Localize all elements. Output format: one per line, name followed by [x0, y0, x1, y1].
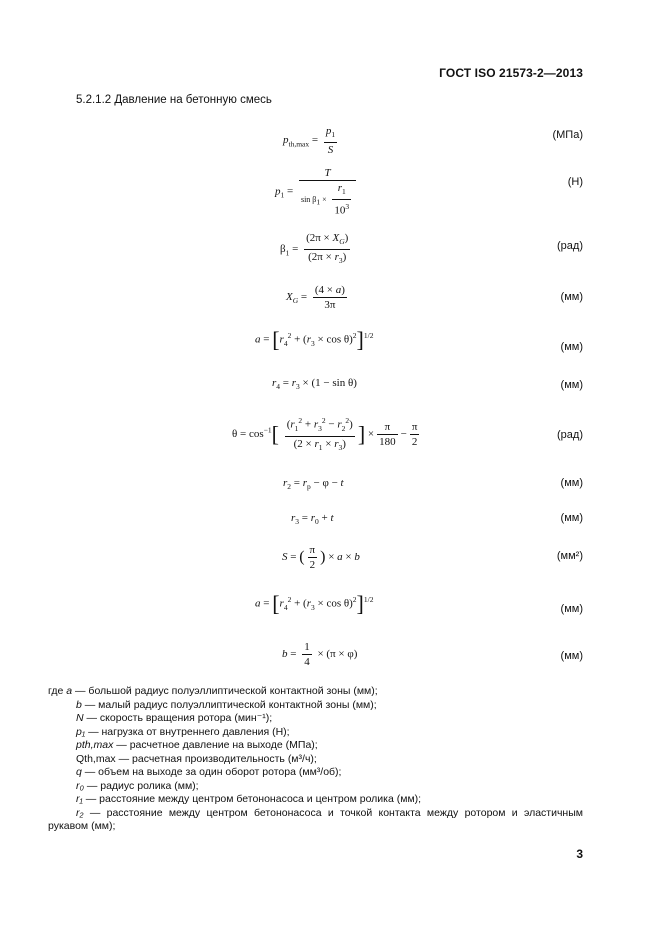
definition-row: pth,max — расчетное давление на выходе (МПа);: [76, 739, 318, 751]
unit-label: (рад): [557, 240, 583, 252]
equation-r2: $r_2 = r_p - \varphi - t$: [283, 477, 344, 492]
equation-xg: $X_G$ = $\frac{(4 \times a)}{3\pi}$: [286, 284, 345, 311]
variable-definitions: [48, 685, 583, 834]
equation-beta1: $\beta_1$ = $\frac{(2\pi \times X_G)}{(2\pi \times r_3)}$: [280, 232, 349, 266]
definition-row: r₀ — радиус ролика (мм);: [76, 779, 199, 792]
equation-s: S = ( $\frac{\pi}{2}$ ) × a × b: [282, 544, 360, 571]
equation-a: $a = [r_4^2 + (r_3 \times \cos \theta)^2]^{1/2}$: [255, 327, 374, 353]
definition-row: p₁ — нагрузка от внутреннего давления (Н);: [76, 725, 290, 738]
definition-row: N — скорость вращения ротора (мин⁻¹);: [76, 712, 273, 724]
unit-label: (мм): [560, 341, 583, 353]
equation-b: b = $\frac{1}{4}$ × (π × φ): [282, 641, 358, 668]
unit-label: (мм): [560, 379, 583, 391]
unit-label: (мм): [560, 650, 583, 662]
equation-r4: $r_4 = r_3 \times (1 - \sin \theta)$: [272, 377, 357, 392]
definition-row: q — объем на выходе за один оборот ротора (мм³/об);: [76, 766, 342, 778]
equation-a-repeat: $a = [r_4^2 + (r_3 \times \cos \theta)^2]^{1/2}$: [255, 591, 374, 617]
definition-row: b — малый радиус полуэллиптической контактной зоны (мм);: [76, 698, 377, 711]
definition-row: r₁ — расстояние между центром бетононасоса и центром ролика (мм);: [76, 793, 422, 805]
equation-p1: $p_1$ = T $\sin \beta_1$ × $\frac{r_1}{10^3}$: [275, 166, 359, 218]
unit-label: (мм): [560, 477, 583, 489]
definition-row: Qth,max — расчетная производительность (м³/ч);: [76, 752, 317, 765]
equation-r3: $r_3 = r_0 + t$: [291, 512, 334, 527]
definition-row: r₂ — расстояние между центром бетононасоса и точкой контакта между ротором и эластичным: [76, 806, 583, 819]
unit-label: (мм²): [556, 550, 583, 562]
equation-pth-max: $p_{th,max}$ = $\frac{p_1}{S}$: [283, 125, 336, 157]
unit-label: (рад): [557, 429, 583, 441]
equation-theta: $\theta = \cos^{-1}$[ $\frac{(r_1^2 + r_3^2 - r_2^2)}{(2 \times r_1 \times r_3)}$ ] × $\frac{\pi}{180}$ − $\frac{\pi}{2}$: [232, 416, 418, 453]
document-header: ГОСТ ISO 21573-2—2013: [439, 66, 583, 80]
unit-label: (мм): [560, 512, 583, 524]
unit-label: (МПа): [552, 129, 583, 141]
section-heading: 5.2.1.2 Давление на бетонную смесь: [76, 94, 272, 106]
unit-label: (мм): [560, 291, 583, 303]
unit-label: (Н): [567, 176, 583, 188]
unit-label: (мм): [560, 603, 583, 615]
definition-row: где a — большой радиус полуэллиптической контактной зоны (мм);: [48, 685, 378, 697]
definition-continuation: рукавом (мм);: [48, 820, 116, 832]
page-number: 3: [576, 847, 583, 861]
